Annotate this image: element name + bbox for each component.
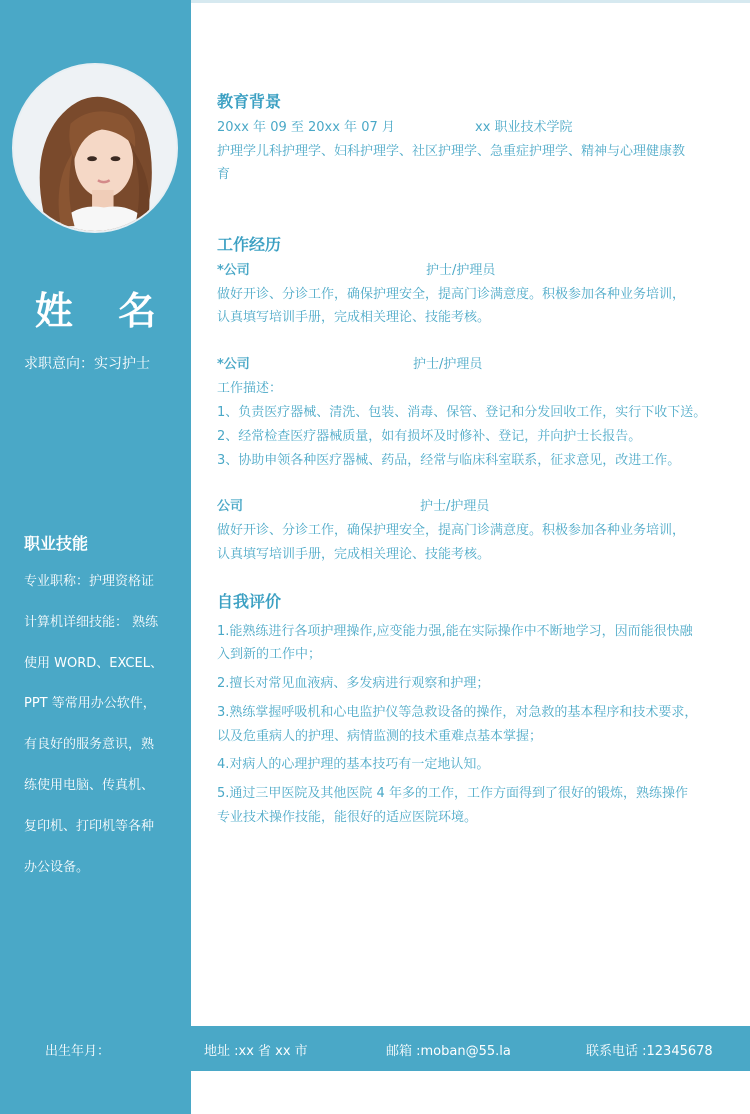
skills-line: 计算机详细技能： 熟练 xyxy=(24,614,159,630)
skills-line: 有良好的服务意识，熟 xyxy=(24,737,155,753)
bottom-strip xyxy=(191,1071,750,1114)
education-courses: 护理学儿科护理学、妇科护理学、社区护理学、急重症护理学、精神与心理健康教 xyxy=(217,144,686,159)
top-border xyxy=(191,0,750,3)
email: 邮箱 :moban@55.la xyxy=(386,1044,511,1059)
self-eval-line: 4.对病人的心理护理的基本技巧有一定地认知。 xyxy=(217,757,490,772)
phone: 联系电话 :12345678 xyxy=(586,1044,713,1059)
education-title: 教育背景 xyxy=(217,92,282,111)
job-company: *公司 xyxy=(217,357,250,372)
self-eval-line: 专业技术操作技能，能很好的适应医院环境。 xyxy=(217,810,478,825)
self-eval-line: 入到新的工作中； xyxy=(217,647,322,662)
skills-line: 办公设备。 xyxy=(24,859,90,875)
skills-heading: 职业技能 xyxy=(24,534,89,553)
job-position: 护士/护理员 xyxy=(413,357,483,372)
address: 地址 :xx 省 xx 市 xyxy=(204,1044,308,1059)
job-company: 公司 xyxy=(217,499,244,514)
candidate-name: 姓 名 xyxy=(34,289,173,333)
skills-line: PPT 等常用办公软件， xyxy=(24,696,156,712)
self-eval-line: 以及危重病人的护理、病情监测的技术重难点基本掌握； xyxy=(217,729,543,744)
job-description-line: 3、协助申领各种医疗器械、药品，经常与临床科室联系，征求意见，改进工作。 xyxy=(217,453,681,468)
job-description-line: 2、经常检查医疗器械质量，如有损坏及时修补、登记，并向护士长报告。 xyxy=(217,429,642,444)
sidebar xyxy=(0,0,191,1114)
skills-text xyxy=(24,562,174,888)
job-position: 护士/护理员 xyxy=(420,499,490,514)
skills-line: 使用 WORD、EXCEL、 xyxy=(24,655,163,671)
portrait-photo xyxy=(14,65,176,231)
job-position: 护士/护理员 xyxy=(426,263,496,278)
skills-line: 练使用电脑、传真机、 xyxy=(24,777,155,793)
job-company: *公司 xyxy=(217,263,250,278)
education-school: xx 职业技术学院 xyxy=(475,120,573,135)
job-description-line: 做好开诊、分诊工作，确保护理安全，提高门诊满意度。积极参加各种业务培训， xyxy=(217,523,686,538)
self-eval-line: 3.熟练掌握呼吸机和心电监护仪等急救设备的操作，对急救的基本程序和技术要求， xyxy=(217,705,698,720)
work-title: 工作经历 xyxy=(217,235,282,254)
self-eval-line: 2.擅长对常见血液病、多发病进行观察和护理； xyxy=(217,676,490,691)
education-period: 20xx 年 09 至 20xx 年 07 月 xyxy=(217,120,395,135)
education-courses: 育 xyxy=(217,167,231,182)
job-description-line: 认真填写培训手册，完成相关理论、技能考核。 xyxy=(217,310,491,325)
job-description-line: 做好开诊、分诊工作，确保护理安全，提高门诊满意度。积极参加各种业务培训， xyxy=(217,287,686,302)
avatar xyxy=(12,63,178,233)
birth-date: 出生年月： xyxy=(45,1044,111,1059)
job-description-line: 1、负责医疗器械、清洗、包装、消毒、保管、登记和分发回收工作，实行下收下送。 xyxy=(217,405,707,420)
skills-line: 专业职称：护理资格证 xyxy=(24,574,155,589)
self-eval-line: 5.通过三甲医院及其他医院 4 年多的工作，工作方面得到了很好的锻炼，熟练操作 xyxy=(217,786,688,801)
contact-footer xyxy=(0,1026,750,1071)
job-intent: 求职意向：实习护士 xyxy=(24,356,150,372)
skills-line: 复印机、打印机等各种 xyxy=(24,818,155,834)
job-description-line: 认真填写培训手册，完成相关理论、技能考核。 xyxy=(217,547,491,562)
self-eval-title: 自我评价 xyxy=(217,592,282,611)
job-description-line: 工作描述： xyxy=(217,381,283,396)
self-eval-line: 1.能熟练进行各项护理操作,应变能力强,能在实际操作中不断地学习，因而能很快融 xyxy=(217,624,693,639)
